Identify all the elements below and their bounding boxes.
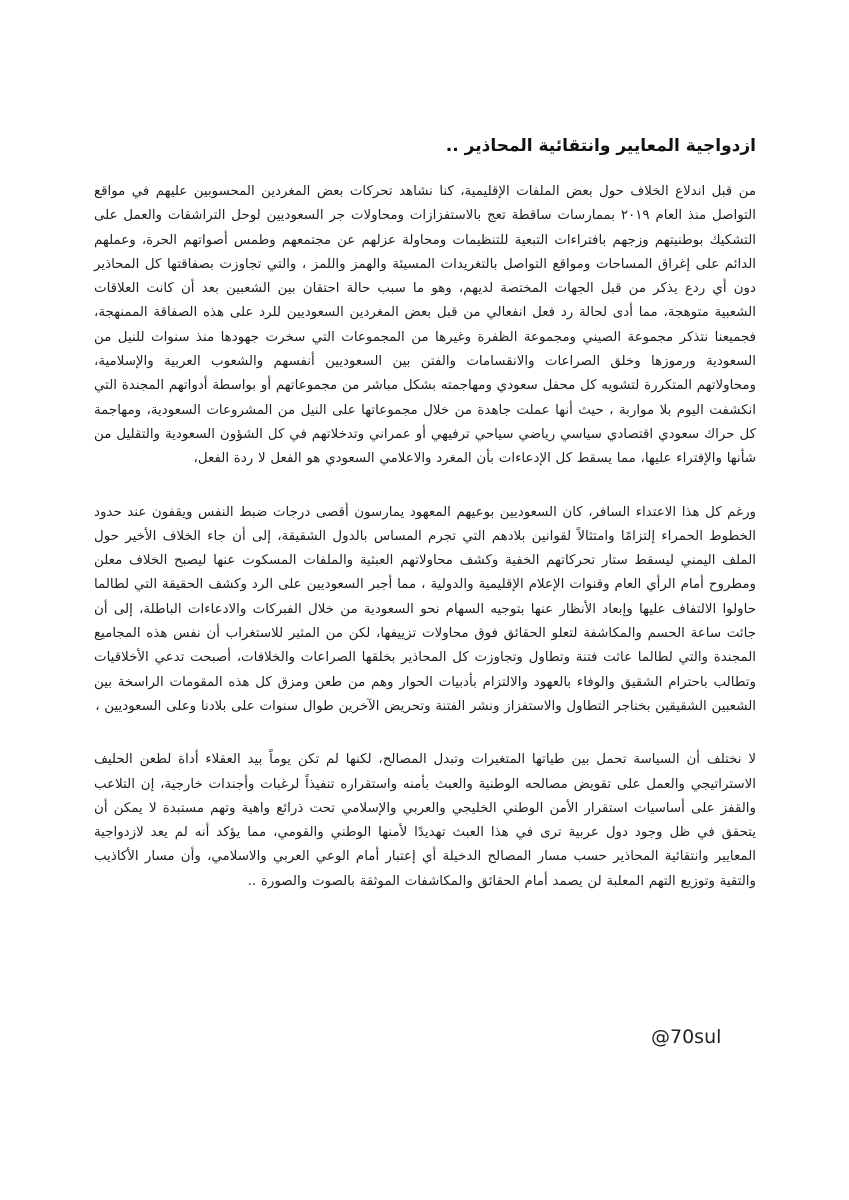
author-handle: @70sul bbox=[651, 1026, 722, 1048]
article-title: ازدواجية المعايير وانتقائية المحاذير .. bbox=[445, 136, 756, 156]
article-paragraph-2: ورغم كل هذا الاعتداء السافر، كان السعوديين بوعيهم المعهود يمارسون أقصى درجات ضبط النفس ويقفون عند حدود الخطوط الحمراء إلتزامًا وامتثالاً لقوانين بلادهم التي تجرم المساس بالدول الشقيقة، إلى أن جاء الخلاف الأخير حول الملف اليمني ليسقط ستار تحركاتهم الخفية وكشف محاولاتهم العبثية والملفات المسكوت عنها ليصبح الخلاف معلن ومطروح أمام الرأي العام وقنوات الإعلام الإقليمية والدولية ، مما أجبر السعوديين على الرد وكشف الحقيقة التي لطالما حاولوا الالتفاف عليها وإبعاد الأنظار عنها بتوجيه السهام نحو السعودية من خلال الفبركات والادعاءات الباطلة، إلى أن جائت ساعة الحسم والمكاشفة لتعلو الحقائق فوق محاولات تزييفها، لكن من المثير للاستغراب أن نفس هذه المجاميع المجندة والتي لطالما عاثت فتنة وتطاول وتجاوزت كل المحاذير بخلقها الصراعات والخلافات، أصبحت تدعي الأخلاقيات وتطالب باحترام الشقيق والوفاء بالعهود والالتزام بأدبيات الحوار وهم من طعن ومزق كل هذه المقومات الراسخة بين الشعبين الشقيقين بخناجر التطاول والاستفزاز ونشر الفتنة وتحريض الآخرين طوال سنوات على بلادنا وعلى السعوديين ، bbox=[94, 504, 756, 714]
article-paragraph-3: لا نختلف أن السياسة تحمل بين طياتها المتغيرات وتبدل المصالح، لكنها لم تكن يوماً بيد العقلاء أداة لطعن الحليف الاستراتيجي والعمل على تقويض مصالحه الوطنية والعبث بأمنه واستقراره تنفيذاً لرغبات وأجندات خارجية، إن التلاعب والقفز على أساسيات استقرار الأمن الوطني الخليجي والعربي والإسلامي تحت ذرائع واهية وتهم مستبدة لا يمكن أن يتحقق في ظل وجود دول عربية ترى في هذا العبث تهديدًا لأمنها الوطني والقومي، مما يؤكد أنه لم يعد لازدواجية المعايير وانتقائية المحاذير حسب مسار المصالح الدخيلة أي إعتبار أمام الوعي العربي والاسلامي، وأن مسار الأكاذيب والتقية وتوزيع التهم المعلبة لن يصمد أمام الحقائق والمكاشفات الموثقة بالصوت والصورة .. bbox=[94, 752, 756, 889]
article-paragraph-1: من قبل اندلاع الخلاف حول بعض الملفات الإقليمية، كنا نشاهد تحركات بعض المغردين المحسوبين عليهم في مواقع التواصل منذ العام ٢٠١٩ بممارسات ساقطة تعج بالاستفزازات ومحاولات جر السعوديين لوحل التراشقات والعمل على التشكيك بوطنيتهم وزجهم بافتراءات التبعية للتنظيمات ومحاولة عزلهم عن مجتمعهم وطمس أصواتهم الحرة، وعملهم الدائم على إغراق المساحات ومواقع التواصل بالتغريدات المسيئة والهمز واللمز ، والتي تجاوزت بصفاقتها كل المحاذير دون أي ردع يذكر من قبل الجهات المختصة لديهم، وهو ما سبب حالة احتقان بين الشعبين بعد أن كانت العلاقات الشعبية متوهجة، مما أدى لحالة رد فعل انفعالي من قبل بعض المغردين السعوديين للرد على هذه الصفاقة الممنهجة، فجميعنا نتذكر مجموعة الصيني ومجموعة الظفرة وغيرها من المجموعات التي سخرت جهودها منذ سنوات للنيل من السعودية ورموزها وخلق الصراعات والانقسامات والفتن بين السعوديين أنفسهم والشعوب العربية والإسلامية، ومحاولاتهم المتكررة لتشويه كل محفل سعودي ومهاجمته بشكل مباشر من مجموعاتهم أو بواسطة أدواتهم المجندة التي انكشفت اليوم بلا مواربة ، حيث أنها عملت جاهدة من خلال مجموعاتها على النيل من المشروعات السعودية، ومهاجمة كل حراك سعودي اقتصادي سياسي رياضي سياحي ترفيهي أو عمراني وتدخلاتهم في كل الشؤون السعودية والتقليل من شأنها والإفتراء عليها، مما يسقط كل الإدعاءات بأن المغرد والاعلامي السعودي هو الفعل لا ردة الفعل، bbox=[94, 184, 756, 467]
article-body bbox=[94, 132, 756, 923]
